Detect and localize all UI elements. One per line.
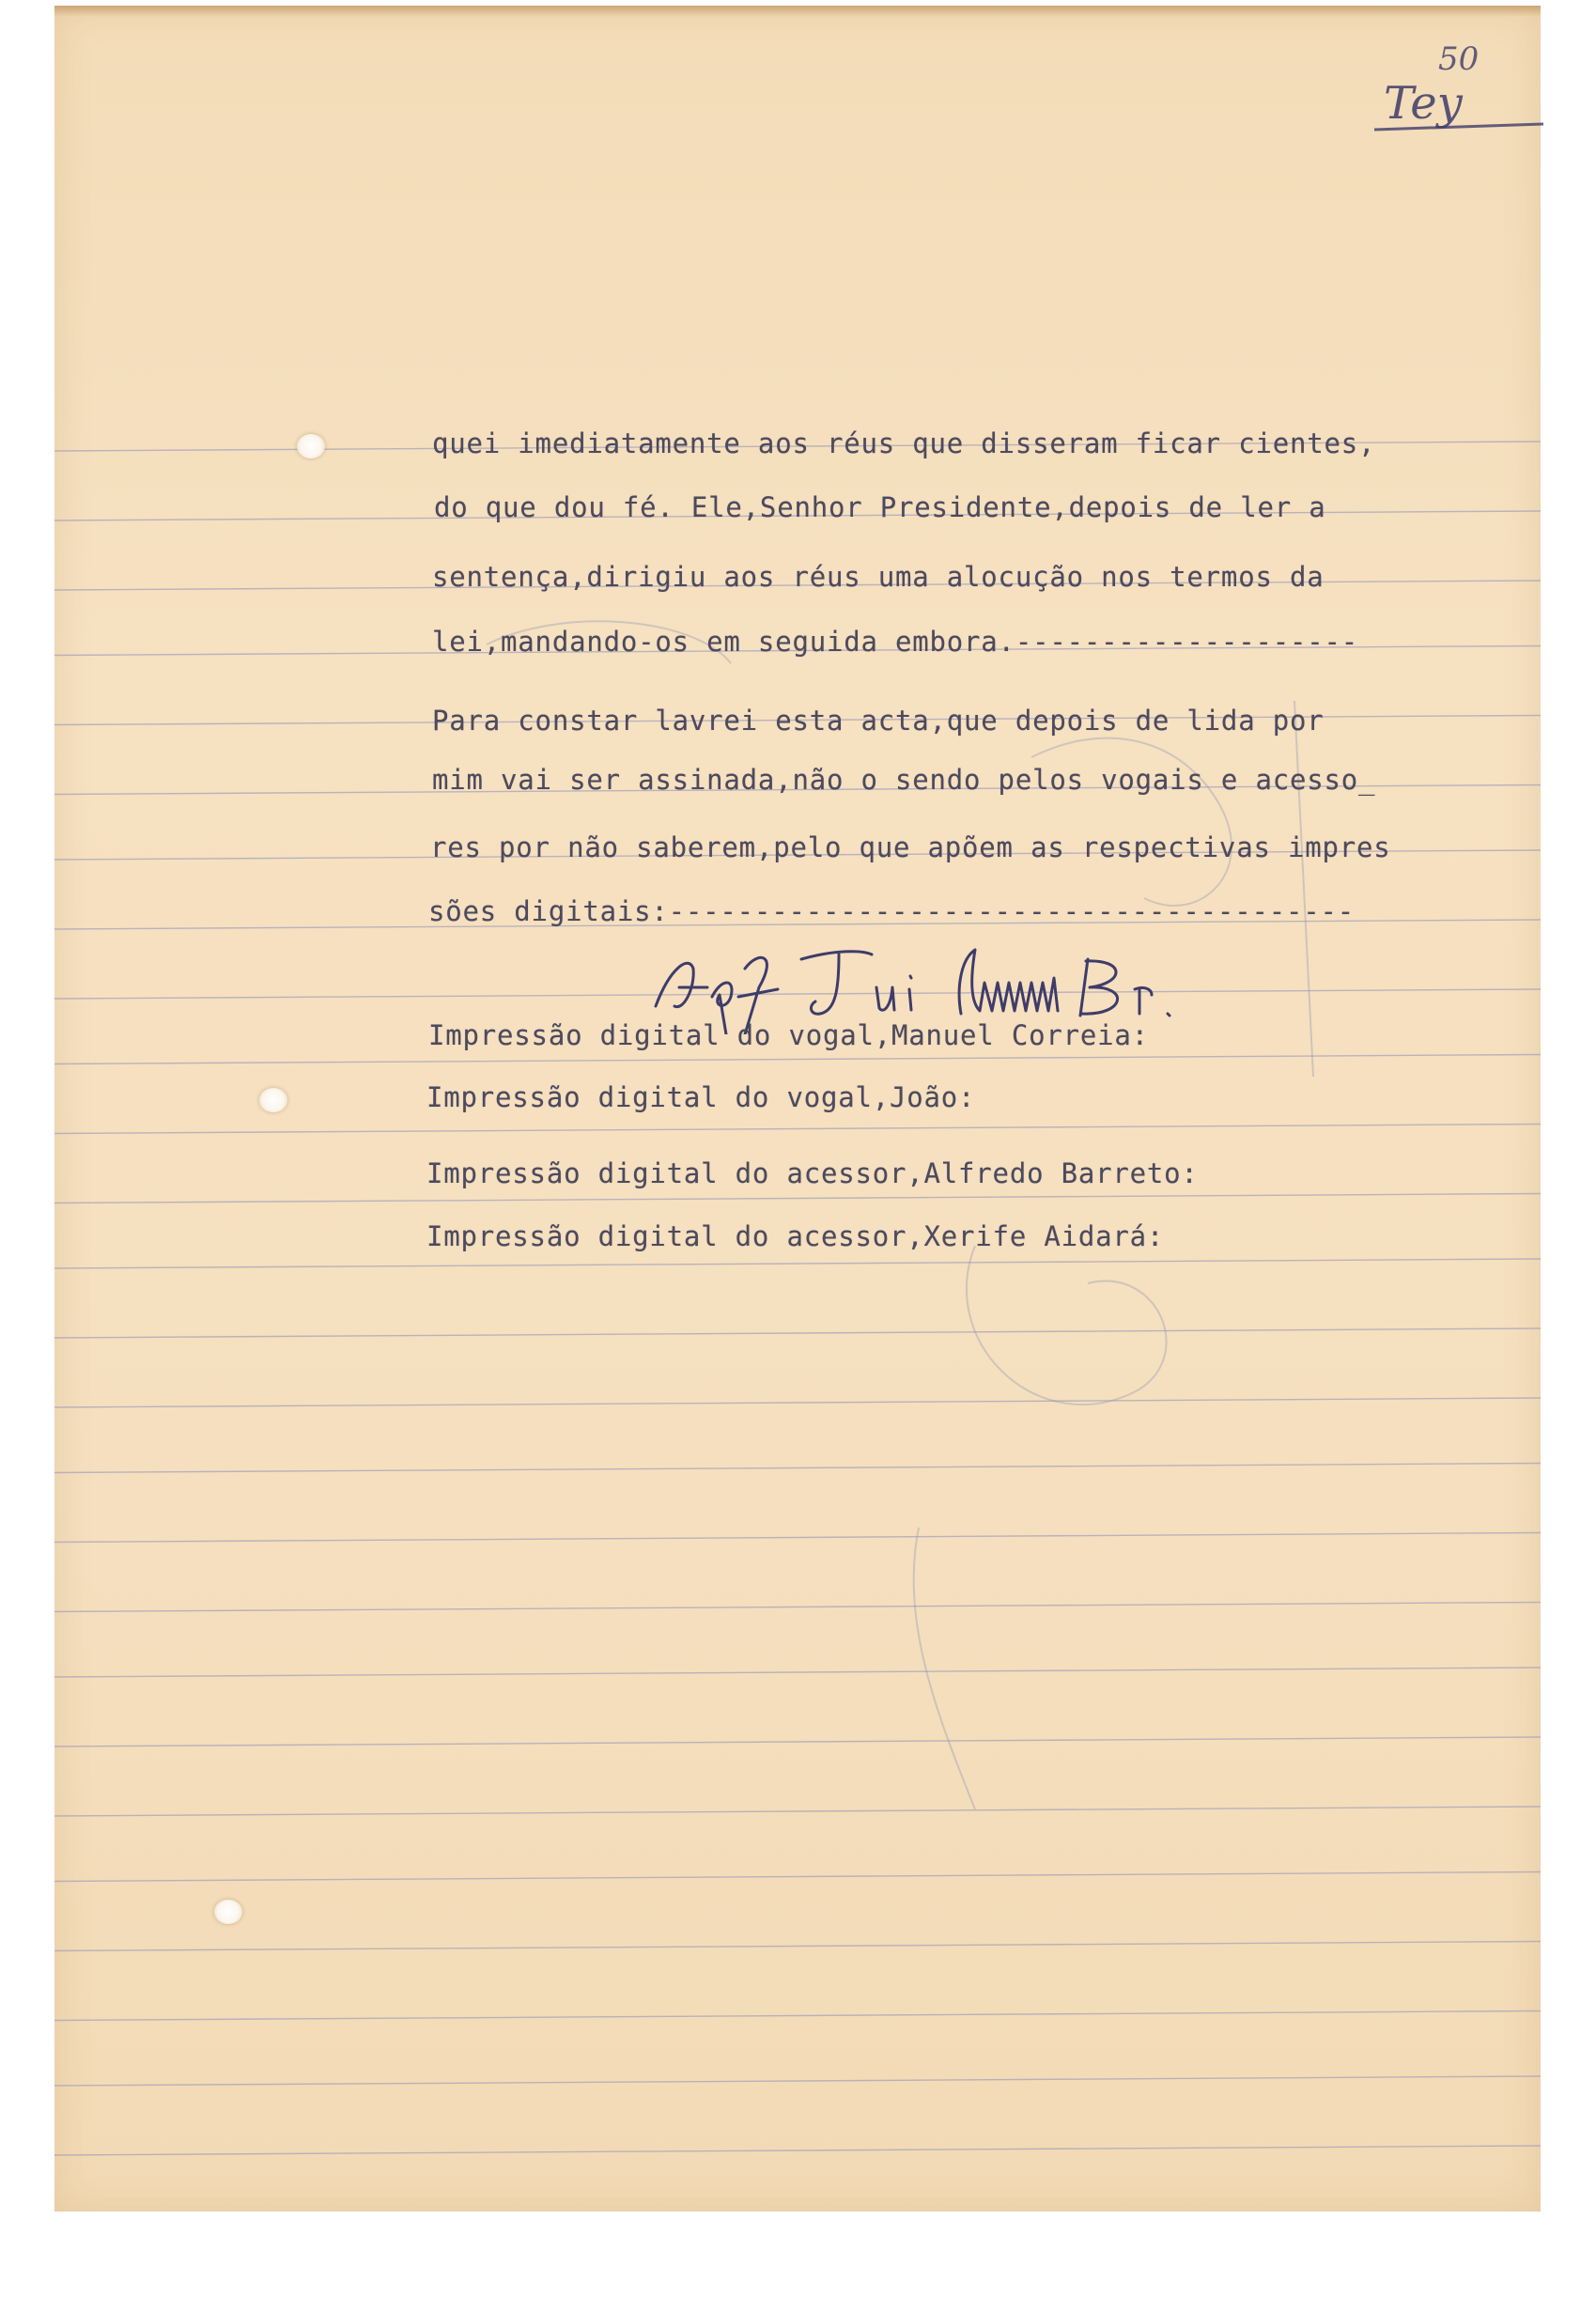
- folio-mark: [1365, 32, 1553, 163]
- folio-number: 50: [1438, 40, 1480, 78]
- body-line-8: sões digitais:----------------------------------------: [428, 895, 1356, 927]
- ruled-line: [54, 2146, 1541, 2155]
- punch-hole-bottom: [214, 1900, 242, 1924]
- ruled-line: [54, 1942, 1541, 1951]
- body-line-1: quei imediatamente aos réus que disseram ficar cientes,: [432, 427, 1376, 459]
- body-line-5: Para constar lavrei esta acta,que depois de lida por: [432, 705, 1325, 737]
- fingerprint-entry-3: Impressão digital do acessor,Alfredo Barreto:: [426, 1157, 1199, 1189]
- body-line-7: res por não saberem,pelo que apõem as respectivas impres: [430, 831, 1391, 863]
- body-line-4: lei,mandando-os em seguida embora.--------------------: [432, 626, 1359, 658]
- ruled-line: [54, 1872, 1541, 1882]
- body-line-3: sentença,dirigiu aos réus uma alocução nos termos da: [432, 561, 1325, 593]
- body-line-2: do que dou fé. Ele,Senhor Presidente,depois de ler a: [434, 491, 1326, 523]
- body-line-6: mim vai ser assinada,não o sendo pelos vogais e acesso_: [432, 764, 1376, 796]
- fingerprint-entry-2: Impressão digital do vogal,João:: [426, 1081, 976, 1113]
- ruled-line: [54, 2011, 1541, 2021]
- fingerprint-entry-1: Impressão digital do vogal,Manuel Correia:: [428, 1019, 1149, 1051]
- punch-hole-middle: [259, 1088, 287, 1112]
- document-page: [54, 6, 1541, 2212]
- punch-hole-top: [297, 434, 325, 458]
- ruled-line: [54, 2076, 1541, 2086]
- signature-text: Agf Jui Manuel Br.: [637, 931, 644, 932]
- fingerprint-entry-4: Impressão digital do acessor,Xerife Aidará:: [426, 1220, 1165, 1252]
- folio-initial: Tey: [1384, 77, 1463, 130]
